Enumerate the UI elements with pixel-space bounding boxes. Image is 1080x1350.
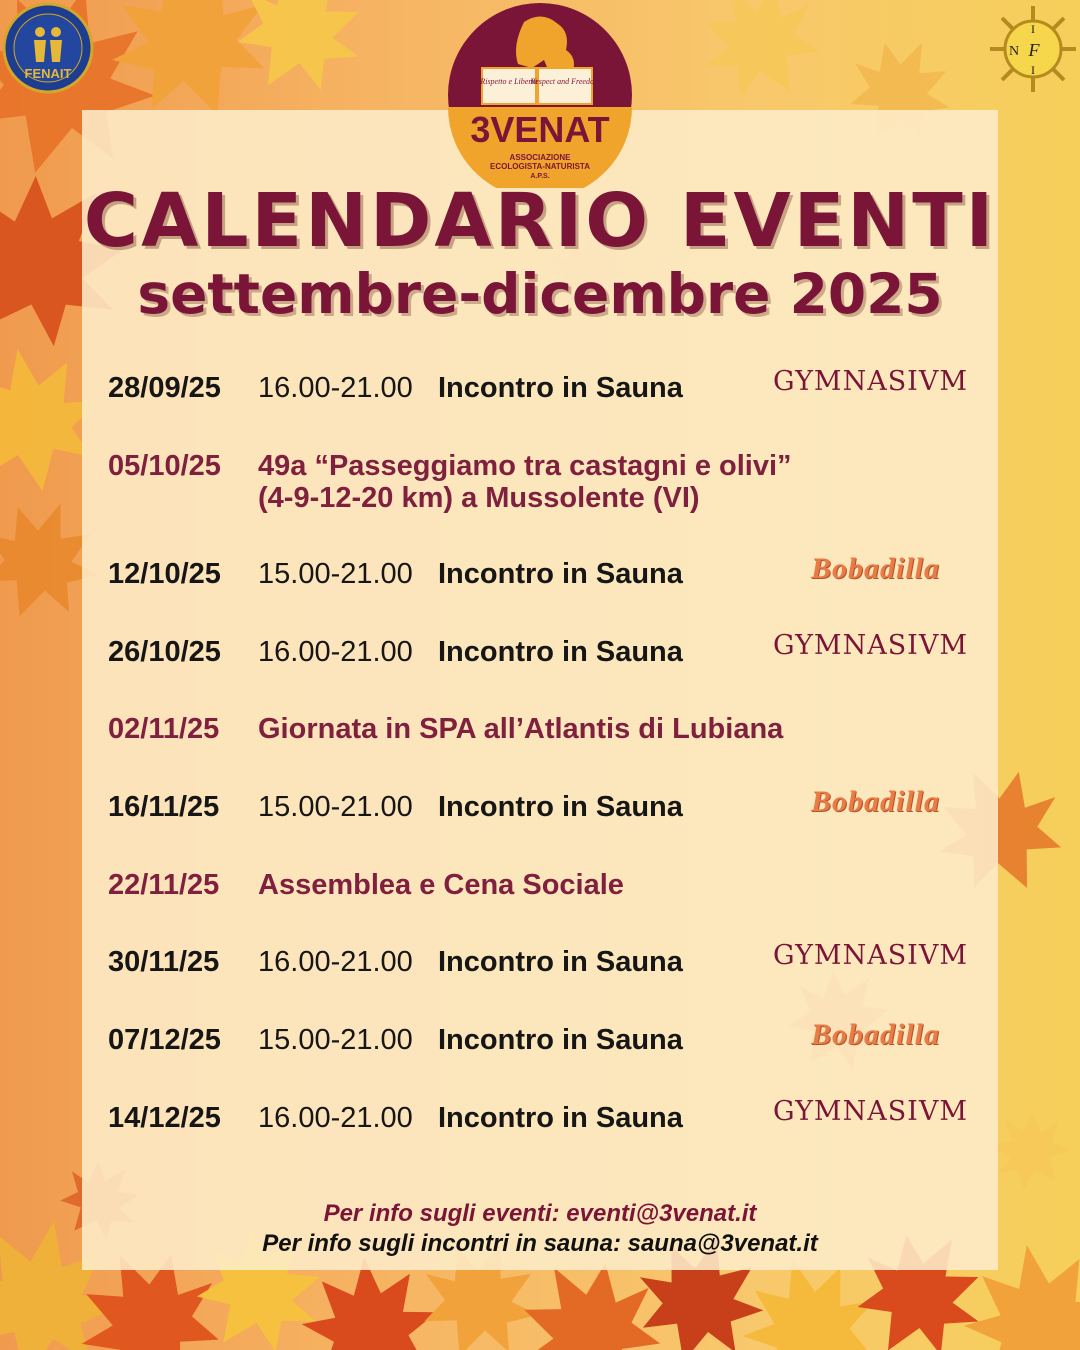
event-date: 12/10/25	[108, 558, 221, 590]
event-description: Incontro in Sauna	[438, 558, 683, 590]
event-row	[108, 1096, 988, 1142]
book-text-left: Rispetto e Libertà	[480, 77, 538, 86]
event-date: 02/11/25	[108, 713, 220, 745]
gymnasivm-logo: GYMNASIVM	[773, 630, 968, 661]
fenait-logo	[2, 2, 94, 94]
event-row	[108, 785, 988, 831]
event-date: 30/11/25	[108, 946, 220, 978]
infi-logo	[988, 4, 1078, 94]
footer-events-contact: Per info sugli eventi: eventi@3venat.it	[323, 1200, 757, 1227]
page-title: CALENDARIO EVENTI	[83, 178, 997, 264]
event-row	[108, 1018, 988, 1064]
event-row	[108, 366, 988, 412]
event-description: Incontro in Sauna	[438, 791, 683, 823]
event-date: 07/12/25	[108, 1024, 221, 1056]
event-row	[108, 713, 988, 753]
event-row	[108, 450, 988, 514]
3venat-logo	[446, 2, 634, 188]
infi-letter-top: I	[1031, 22, 1035, 36]
event-date: 26/10/25	[108, 636, 221, 668]
3venat-logo-tagline-2: ECOLOGISTA-NATURISTA	[490, 162, 590, 171]
3venat-logo-tagline-3: A.P.S.	[530, 173, 550, 180]
infi-letter-bottom: I	[1031, 63, 1035, 77]
event-date: 28/09/25	[108, 372, 221, 404]
3venat-logo-tagline-1: ASSOCIAZIONE	[509, 153, 571, 162]
event-description: Incontro in Sauna	[438, 636, 683, 668]
fenait-logo-text: FENAIT	[24, 66, 72, 81]
infi-letter-left: N	[1008, 44, 1020, 59]
footer-sauna-contact: Per info sugli incontri in sauna: sauna@3venat.it	[262, 1230, 818, 1257]
event-time: 15.00-21.00	[258, 558, 413, 590]
event-description: Assemblea e Cena Sociale	[258, 869, 624, 901]
event-time: 16.00-21.00	[258, 946, 413, 978]
event-date: 05/10/25	[108, 450, 221, 482]
event-description: Giornata in SPA all’Atlantis di Lubiana	[258, 713, 784, 745]
event-description: Incontro in Sauna	[438, 1024, 683, 1056]
event-row	[108, 940, 988, 986]
event-date: 14/12/25	[108, 1102, 221, 1134]
gymnasivm-logo: GYMNASIVM	[773, 366, 968, 397]
gymnasivm-logo: GYMNASIVM	[773, 940, 968, 971]
event-time: 16.00-21.00	[258, 636, 413, 668]
event-row	[108, 869, 988, 909]
bobadilla-logo: Bobadilla	[810, 552, 940, 585]
event-date: 16/11/25	[108, 791, 220, 823]
event-description: 49a “Passeggiamo tra castagni e olivi” (4-9-12-20 km) a Mussolente (VI)	[258, 450, 792, 514]
event-time: 16.00-21.00	[258, 372, 413, 404]
gymnasivm-logo: GYMNASIVM	[773, 1096, 968, 1127]
bobadilla-logo: Bobadilla	[810, 785, 940, 818]
page-subtitle: settembre-dicembre 2025	[137, 262, 943, 326]
infi-letter-center: F	[1028, 40, 1040, 60]
event-date: 22/11/25	[108, 869, 220, 901]
event-time: 15.00-21.00	[258, 791, 413, 823]
event-time: 16.00-21.00	[258, 1102, 413, 1134]
event-row	[108, 552, 988, 598]
3venat-logo-name: 3VENAT	[470, 109, 610, 150]
event-description: Incontro in Sauna	[438, 1102, 683, 1134]
event-row	[108, 630, 988, 676]
event-description: Incontro in Sauna	[438, 946, 683, 978]
event-time: 15.00-21.00	[258, 1024, 413, 1056]
bobadilla-logo: Bobadilla	[810, 1018, 940, 1051]
book-text-right: Respect and Freedom	[530, 77, 600, 86]
event-description: Incontro in Sauna	[438, 372, 683, 404]
